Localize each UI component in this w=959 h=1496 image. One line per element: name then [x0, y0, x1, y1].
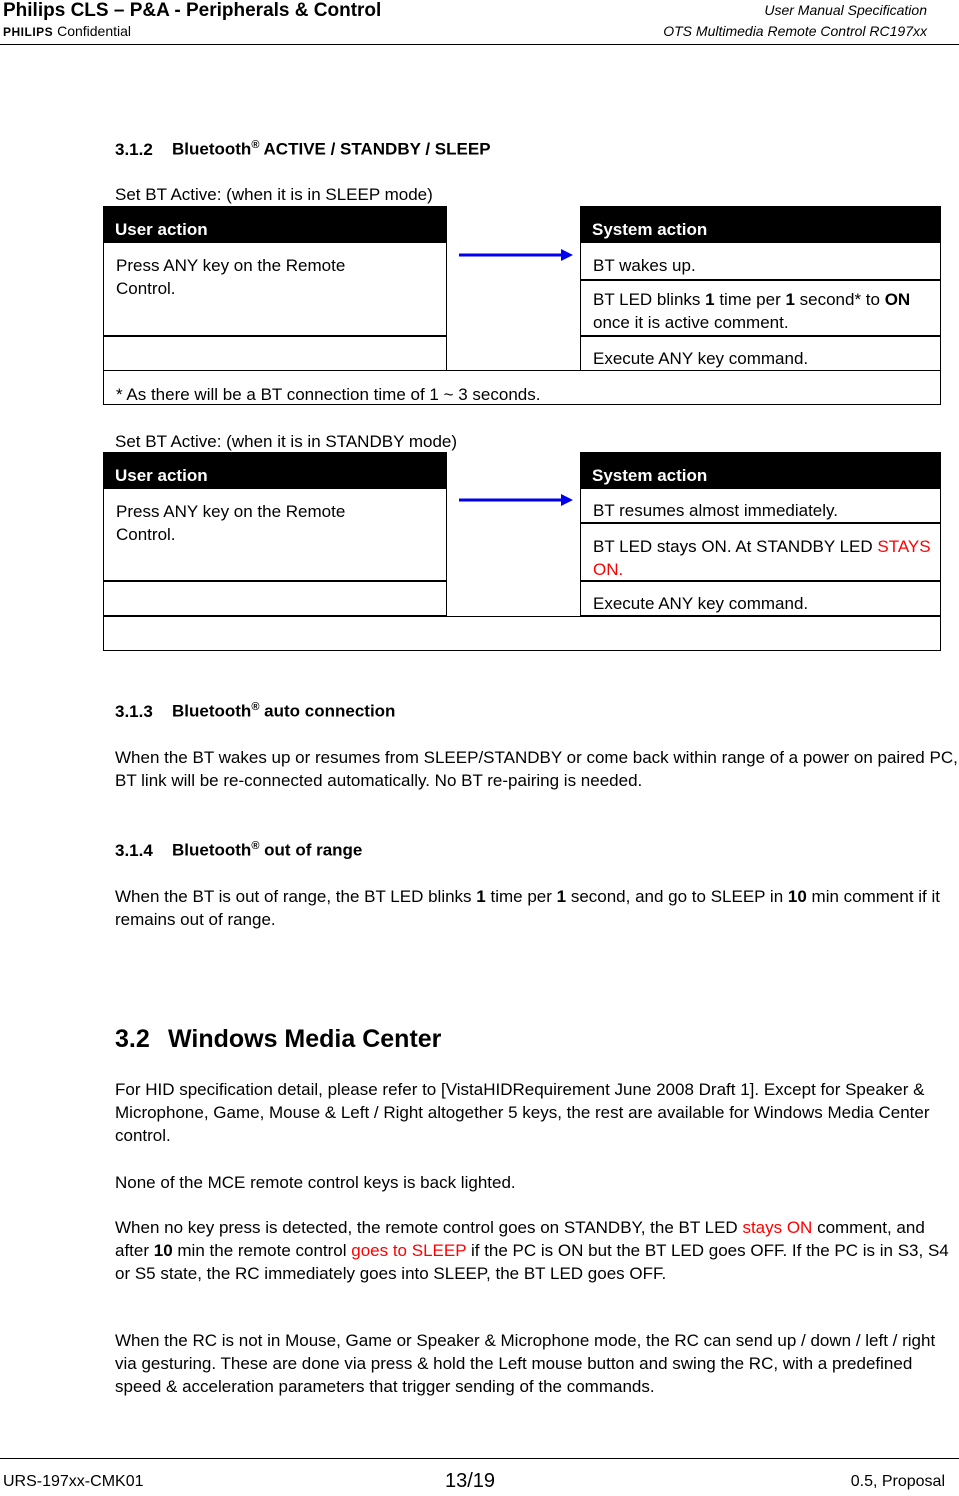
user-action-cell: Press ANY key on the Remote Control. [103, 488, 447, 581]
heading-text: Bluetooth [172, 139, 252, 159]
heading-text: Bluetooth [172, 840, 252, 860]
heading-3-1-3 [115, 701, 395, 722]
registered-mark: ® [251, 139, 260, 151]
heading-text: Windows Media Center [168, 1025, 442, 1053]
standby-footnote-empty [103, 616, 941, 651]
heading-3-2 [115, 1025, 441, 1054]
system-action-header: System action [580, 206, 941, 242]
header-confidential [3, 23, 131, 39]
philips-logo: PHILIPS [3, 25, 54, 39]
system-action-execute: Execute ANY key command. [580, 336, 941, 371]
goes-to-sleep-emphasis: goes to SLEEP [351, 1241, 467, 1260]
user-action-header: User action [103, 452, 447, 488]
heading-text: Bluetooth [172, 701, 252, 721]
wmc-paragraph-4: When the RC is not in Mouse, Game or Speaker & Microphone mode, the RC can send up / down / left / right via gesturing. These are done via press & hold the Left mouse button and swing the RC, with a predefined speed & acceleration parameters that trigger sending of the commands. [115, 1331, 936, 1396]
wmc-paragraph-3: When no key press is detected, the remote control goes on STANDBY, the BT LED stays ON comment, and after 10 min the remote control goes to SLEEP if the PC is ON but the BT LED goes OFF. If the PC is in S3, S4 or S5 state, the RC immediately goes into SLEEP, the BT LED goes OFF. [115, 1218, 949, 1283]
system-action-led: BT LED stays ON. At STANDBY LED STAYS ON. [580, 523, 941, 581]
sleep-footnote: * As there will be a BT connection time of 1 ~ 3 seconds. [103, 370, 941, 405]
confidential-label: Confidential [57, 23, 132, 39]
wmc-paragraph-2: None of the MCE remote control keys is back lighted. [115, 1173, 516, 1192]
heading-3-1-4 [115, 840, 362, 861]
footer-divider [0, 1458, 959, 1459]
user-action-header: User action [103, 206, 447, 242]
heading-number: 3.1.4 [115, 840, 153, 860]
arrow-right-icon [457, 246, 575, 264]
heading-text-rest: out of range [259, 840, 363, 860]
footer-page-number: 13/19 [445, 1470, 496, 1492]
standby-caption: Set BT Active: (when it is in STANDBY mode) [115, 432, 458, 451]
stays-on-emphasis: stays ON [742, 1218, 813, 1237]
auto-connection-body: When the BT wakes up or resumes from SLEEP/STANDBY or come back within range of a power on paired PC, BT link will be re-connected automatically. No BT re-pairing is needed. [115, 748, 958, 790]
footer-version: 0.5, Proposal [850, 1473, 945, 1490]
heading-number: 3.1.2 [115, 139, 153, 159]
wmc-paragraph-1: For HID specification detail, please refer to [VistaHIDRequirement June 2008 Draft 1]. Except for Speaker & Microphone, Game, Mouse & Left / Right altogether 5 keys, the rest are available for Windows Media Center control. [115, 1080, 930, 1145]
registered-mark: ® [251, 701, 260, 713]
user-action-empty [103, 581, 447, 616]
system-action-header: System action [580, 452, 941, 488]
heading-text-rest: ACTIVE / STANDBY / SLEEP [259, 139, 491, 159]
user-action-cell: Press ANY key on the Remote Control. [103, 242, 447, 336]
header-doc-type: User Manual Specification [764, 2, 927, 18]
system-action-execute: Execute ANY key command. [580, 581, 941, 616]
system-action-wake: BT wakes up. [580, 242, 941, 280]
arrow-right-icon [457, 491, 575, 509]
header-title: Philips CLS – P&A - Peripherals & Control [3, 0, 382, 21]
system-action-led: BT LED blinks 1 time per 1 second* to ON once it is active comment. [580, 280, 941, 336]
out-of-range-body: When the BT is out of range, the BT LED blinks 1 time per 1 second, and go to SLEEP in 10 min comment if it remains out of range. [115, 887, 941, 929]
user-action-empty [103, 336, 447, 371]
heading-3-1-2 [115, 139, 491, 160]
header-doc-name: OTS Multimedia Remote Control RC197xx [663, 23, 927, 39]
heading-text-rest: auto connection [259, 701, 396, 721]
footer-doc-id: URS-197xx-CMK01 [3, 1473, 144, 1490]
heading-number: 3.1.3 [115, 701, 153, 721]
heading-number: 3.2 [115, 1025, 150, 1053]
registered-mark: ® [251, 840, 260, 852]
system-action-resume: BT resumes almost immediately. [580, 488, 941, 523]
sleep-caption: Set BT Active: (when it is in SLEEP mode) [115, 185, 433, 204]
stays-on-emphasis: STAYS ON. [593, 537, 931, 579]
header-divider [0, 44, 959, 45]
